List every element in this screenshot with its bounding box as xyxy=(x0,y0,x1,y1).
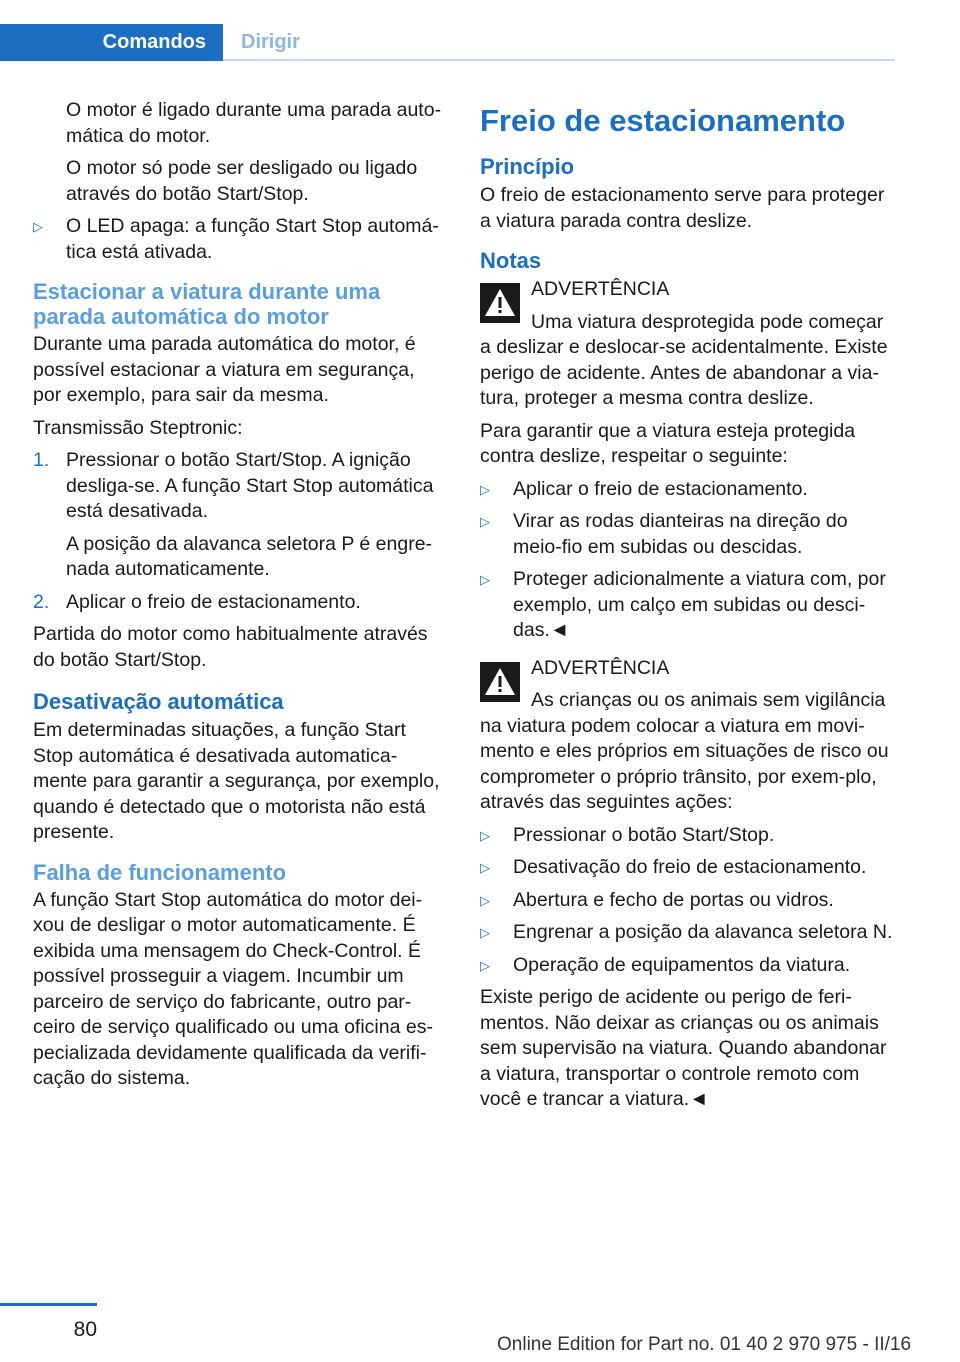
edition-text: Online Edition for Part no. 01 40 2 970 975 - II/16 xyxy=(497,1334,912,1355)
list-item: ▷ Operação de equipamentos da viatura. xyxy=(480,953,895,979)
section-heading: Desativação automática xyxy=(33,689,284,714)
list-item: ▷ Desativação do freio de estacionamento. xyxy=(480,855,895,881)
triangle-bullet-icon: ▷ xyxy=(480,514,490,529)
paragraph: O motor é ligado durante uma parada auto-mática do motor. xyxy=(66,99,442,147)
list-item: 1. Pressionar o botão Start/Stop. A ignição desliga-se. A função Start Stop automática está desativada. xyxy=(33,449,434,522)
step-number: 1. xyxy=(33,449,50,471)
paragraph: Partida do motor como habitualmente através do botão Start/Stop. xyxy=(33,623,428,671)
triangle-bullet-icon: ▷ xyxy=(480,860,490,875)
paragraph: A posição da alavanca seletora P é engre-nada automaticamente. xyxy=(66,532,433,580)
page-number: 80 xyxy=(73,1318,97,1341)
paragraph: Existe perigo de acidente ou perigo de feri-mentos. Não deixar as crianças ou os animais sem supervisão na viatura. Quando abandonar a viatura, transportar o controle remoto com você e trancar a viatura.◄ xyxy=(480,986,887,1110)
page-title: Freio de estacionamento xyxy=(480,103,846,138)
tab-dirigir[interactable]: Dirigir xyxy=(241,30,300,53)
triangle-bullet-icon: ▷ xyxy=(33,219,43,234)
warning-triangle-icon xyxy=(480,662,520,702)
left-column xyxy=(33,98,448,1099)
warning-text: a deslizar e deslocar-se acidentalmente. Existe perigo de acidente. Antes de abandonar a via-tura, proteger a mesma contra deslize. xyxy=(480,336,888,409)
triangle-bullet-icon: ▷ xyxy=(480,827,490,843)
warning-title: ADVERTÊNCIA xyxy=(531,278,670,300)
list-item: ▷ Aplicar o freio de estacionamento. xyxy=(480,477,895,503)
list-item: ▷ Abertura e fecho de portas ou vidros. xyxy=(480,888,895,914)
right-column xyxy=(480,98,895,1120)
section-heading: Notas xyxy=(480,248,542,273)
list-item: 2. Aplicar o freio de estacionamento. xyxy=(33,590,448,616)
paragraph: Durante uma parada automática do motor, é possível estacionar a viatura em segurança, por exemplo, para sair da mesma. xyxy=(33,333,416,406)
paragraph: O freio de estacionamento serve para proteger a viatura parada contra deslize. xyxy=(480,184,885,232)
warning-title: ADVERTÊNCIA xyxy=(531,656,670,679)
warning-triangle-icon xyxy=(480,283,520,323)
section-heading: Falha de funcionamento xyxy=(33,859,287,885)
triangle-bullet-icon: ▷ xyxy=(480,925,490,940)
paragraph: O motor só pode ser desligado ou ligado através do botão Start/Stop. xyxy=(66,157,418,205)
paragraph: Transmissão Steptronic: xyxy=(33,416,243,439)
list-item: ▷ Engrenar a posição da alavanca seletora N. xyxy=(480,920,895,946)
header-tabs xyxy=(0,24,895,62)
tab-comandos[interactable]: Comandos xyxy=(0,24,223,61)
triangle-bullet-icon: ▷ xyxy=(480,892,490,908)
list-item: ▷ Virar as rodas dianteiras na direção do meio-fio em subidas ou descidas. xyxy=(480,510,848,558)
list xyxy=(480,477,895,644)
paragraph: Em determinadas situações, a função Start Stop automática é desativada automatica-mente para garantir a segurança, por exemplo, quando é detectado que o motorista não está presente. xyxy=(33,719,440,843)
warning-text: na viatura podem colocar a viatura em movi-mento e eles próprios em situações de risco ou comprometer o próprio trânsito, por exem-plo, através das seguintes ações: xyxy=(480,714,889,813)
list xyxy=(480,823,895,979)
header-divider xyxy=(223,59,895,61)
list-item: ▷ O LED apaga: a função Start Stop automá-tica está ativada. xyxy=(33,215,439,263)
list-item: ▷ Pressionar o botão Start/Stop. xyxy=(480,823,895,849)
warning-box xyxy=(480,277,895,412)
warning-box xyxy=(480,656,895,816)
warning-text: As crianças ou os animais sem vigilância xyxy=(531,689,886,711)
warning-text: Uma viatura desprotegida pode começar xyxy=(531,310,884,333)
triangle-bullet-icon: ▷ xyxy=(480,481,490,497)
section-heading: Princípio xyxy=(480,154,575,179)
paragraph: A função Start Stop automática do motor dei-xou de desligar o motor automaticamente. É exibida uma mensagem do Check-Control. É possível prosseguir a viagem. Incumbir um parceiro de serviço do fabricante, outro par-ceiro de serviço qualificado ou uma oficina es-pecializada devidamente qualificada da verifi-cação do sistema. xyxy=(33,888,433,1089)
triangle-bullet-icon: ▷ xyxy=(480,572,490,587)
step-number: 2. xyxy=(33,590,50,613)
footer-divider xyxy=(0,1303,97,1306)
paragraph: Para garantir que a viatura esteja protegida contra deslize, respeitar o seguinte: xyxy=(480,419,856,467)
triangle-bullet-icon: ▷ xyxy=(480,957,490,973)
list-item: ▷ Proteger adicionalmente a viatura com, por exemplo, um calço em subidas ou desci-das.◄ xyxy=(480,568,886,641)
section-heading: Estacionar a viatura durante uma parada automática do motor xyxy=(33,279,381,329)
